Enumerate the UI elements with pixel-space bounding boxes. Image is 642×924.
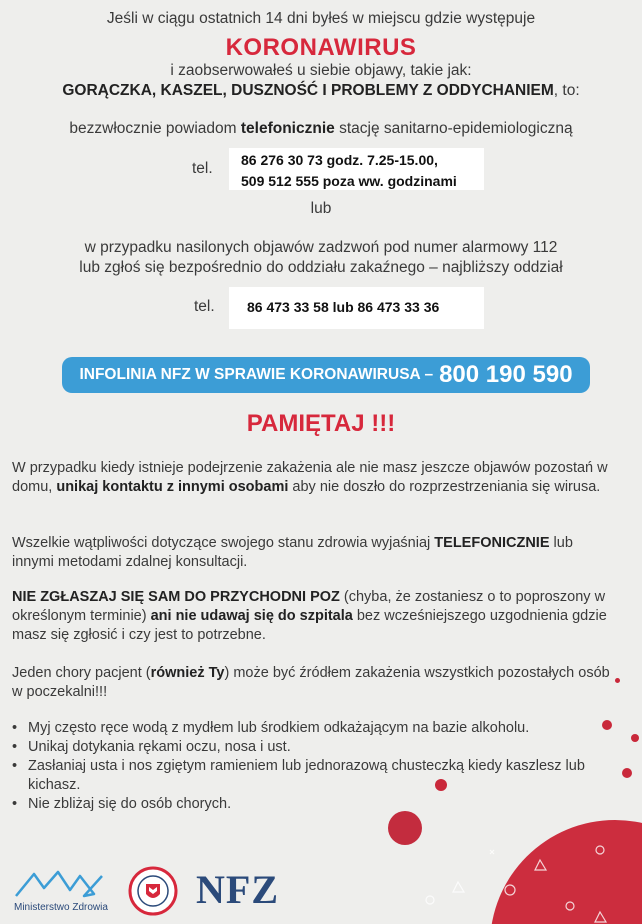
bullet-item: • Zasłaniaj usta i nos zgiętym ramieniem lub jednorazową chusteczką kiedy kaszlesz lub kichasz. bbox=[12, 757, 618, 795]
hospital-phones: 86 473 33 58 lub 86 473 33 36 bbox=[247, 299, 440, 315]
symptoms-list bbox=[0, 82, 642, 100]
pamietaj-heading: PAMIĘTAJ !!! bbox=[246, 410, 396, 437]
phone-line-1: 86 276 30 73 godz. 7.25-15.00, bbox=[241, 152, 438, 168]
p3-text: (chyba, że zostaniesz o to poproszony w określonym terminie) bbox=[12, 589, 606, 624]
p4-bold: również Ty bbox=[150, 665, 225, 681]
phone-box-hospital bbox=[229, 287, 484, 329]
p2-bold: TELEFONICZNIE bbox=[434, 535, 550, 551]
phone-box-sanepid bbox=[229, 148, 484, 190]
virus-cell-body bbox=[490, 820, 642, 924]
paragraph-phone-consult bbox=[12, 534, 602, 572]
p4-text-end: ) może być źródłem zakażenia wszystkich pozostałych osób w poczekalni!!! bbox=[12, 665, 610, 700]
lub-text: lub bbox=[310, 200, 332, 217]
bullet-item: • Nie zbliżaj się do osób chorych. bbox=[12, 795, 612, 814]
infolinia-text: INFOLINIA NFZ W SPRAWIE KORONAWIRUSA – bbox=[79, 366, 434, 383]
p1-text-end: aby nie doszło do rozprzestrzeniania się wirusa. bbox=[288, 479, 601, 495]
intro-symptoms-line: i zaobserwowałeś u siebie objawy, takie jak: bbox=[170, 62, 472, 79]
notify-bold: telefonicznie bbox=[240, 120, 335, 137]
ministerstwo-zdrowia-logo bbox=[14, 866, 106, 902]
notify-line bbox=[0, 120, 642, 138]
bullet-item: • Unikaj dotykania rękami oczu, nosa i ust. bbox=[12, 738, 612, 757]
nfz-logo: NFZ bbox=[196, 867, 279, 912]
severe-line-1: w przypadku nasilonych objawów zadzwoń pod numer alarmowy 112 bbox=[84, 239, 558, 256]
koronawirus-title: KORONAWIRUS bbox=[225, 34, 417, 61]
bullet-item: • Myj często ręce wodą z mydłem lub środkiem odkażającym na bazie alkoholu. bbox=[12, 719, 612, 738]
p1-text: W przypadku kiedy istnieje podejrzenie zakażenia ale nie masz jeszcze objawów pozostań w domu, bbox=[12, 460, 608, 495]
virus-dot-decoration bbox=[622, 768, 632, 778]
p1-bold: unikaj kontaktu z innymi osobami bbox=[56, 479, 289, 495]
notify-suffix: stację sanitarno-epidemiologiczną bbox=[334, 120, 573, 137]
paragraph-isolation bbox=[12, 459, 637, 497]
ministerstwo-zdrowia-label: Ministerstwo Zdrowia bbox=[14, 902, 108, 913]
p2-text: Wszelkie wątpliwości dotyczące swojego stanu zdrowia wyjaśniaj bbox=[12, 535, 435, 551]
symptoms-bold: GORĄCZKA, KASZEL, DUSZNOŚĆ I PROBLEMY Z ODDYCHANIEM bbox=[62, 82, 554, 99]
intro-line: Jeśli w ciągu ostatnich 14 dni byłeś w miejscu gdzie występuje bbox=[106, 10, 536, 27]
severe-line-2: lub zgłoś się bezpośrednio do oddziału zakaźnego – najbliższy oddział bbox=[79, 259, 563, 276]
tel-label-2: tel. bbox=[194, 298, 215, 315]
virus-cell-illustration bbox=[400, 820, 642, 924]
hygiene-bullets bbox=[12, 719, 612, 814]
tel-label: tel. bbox=[192, 160, 213, 177]
notify-prefix: bezzwłocznie powiadom bbox=[69, 120, 241, 137]
infolinia-number: 800 190 590 bbox=[439, 361, 573, 388]
symptoms-suffix: , to: bbox=[553, 82, 580, 99]
p2-text-end: lub innymi metodami zdalnej konsultacji. bbox=[12, 535, 573, 570]
p4-text: Jeden chory pacjent ( bbox=[12, 665, 151, 681]
sanepid-seal-logo bbox=[128, 866, 178, 916]
virus-dot-decoration bbox=[615, 678, 620, 683]
p3-text-end: bez wcześniejszego uzgodnienia gdzie masz się zgłosić i czy jest to potrzebne. bbox=[12, 608, 607, 643]
virus-dot-decoration bbox=[631, 734, 639, 742]
phone-line-2: 509 512 555 poza ww. godzinami bbox=[241, 173, 457, 189]
paragraph-waiting-room bbox=[12, 664, 617, 702]
virus-dot-decoration bbox=[602, 720, 612, 730]
p3-bold-2: ani nie udawaj się do szpitala bbox=[150, 608, 353, 624]
virus-dot-decoration bbox=[435, 779, 447, 791]
paragraph-poz bbox=[12, 588, 637, 645]
p3-bold: NIE ZGŁASZAJ SIĘ SAM DO PRZYCHODNI POZ bbox=[12, 589, 340, 605]
infolinia-banner bbox=[62, 357, 590, 393]
